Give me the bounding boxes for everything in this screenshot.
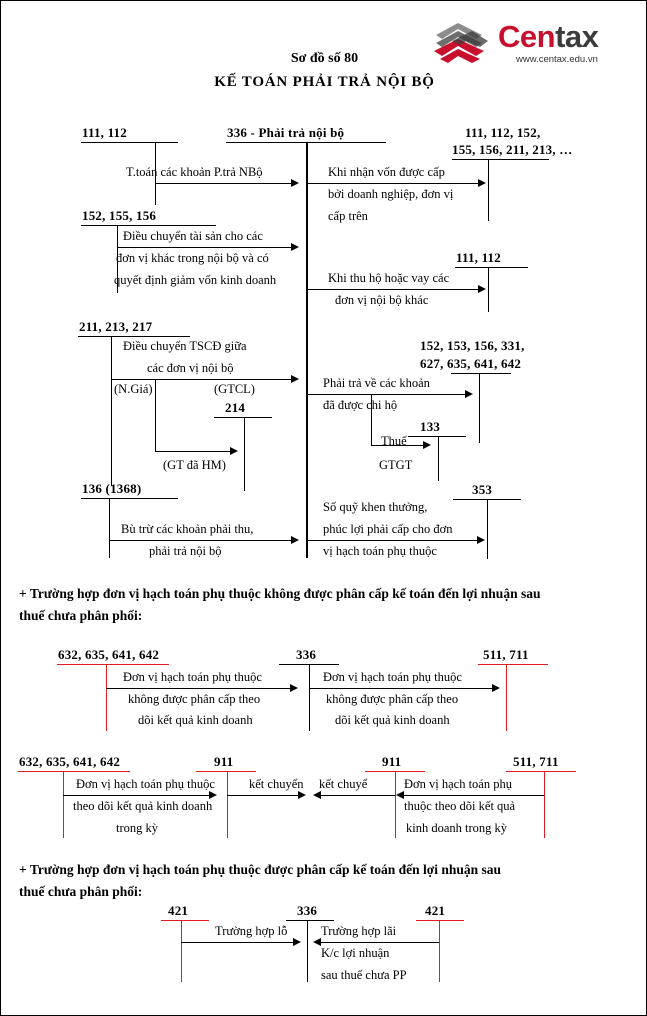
flow-arrow-head-8 xyxy=(423,441,431,449)
flow-label-khi-nhan-von-3: cấp trên xyxy=(328,209,368,223)
account-214: 214 xyxy=(225,400,246,415)
account-rule-421-left xyxy=(161,920,209,921)
diagram-main-title: KẾ TOÁN PHẢI TRẢ NỘI BỘ xyxy=(214,74,435,90)
account-rule-152-155-156 xyxy=(81,225,216,226)
account-stem-214-feeder xyxy=(155,379,156,452)
flow-label-so-quy-2: phúc lợi phải cấp cho đơn xyxy=(323,522,453,536)
flow-label-kc-loi-nhuan: K/c lợi nhuận xyxy=(321,946,390,960)
account-rule-632-row2 xyxy=(18,771,130,772)
account-stem-336-row1 xyxy=(309,664,310,731)
flow-label-row2-left-3: trong kỳ xyxy=(116,821,159,835)
flow-label-dieu-chuyen-tscd-1: Điều chuyển TSCĐ giữa xyxy=(123,339,247,353)
flow-arrow-head-7 xyxy=(465,390,473,398)
flow-arrow-line-6 xyxy=(155,451,231,452)
flow-label-row1-right-3: dõi kết quả kinh doanh xyxy=(335,713,450,727)
flow-arrow-head-6 xyxy=(230,447,238,455)
account-stem-632-row2 xyxy=(63,771,64,838)
account-632-635-641-642-row1: 632, 635, 641, 642 xyxy=(58,647,160,662)
flow-arrow-line-1 xyxy=(155,183,292,184)
account-353: 353 xyxy=(472,482,493,497)
account-stem-133 xyxy=(438,436,439,481)
flow-arrow-line-2 xyxy=(306,183,479,184)
account-stem-511-row2 xyxy=(544,771,545,838)
account-152-155-156: 152, 155, 156 xyxy=(82,208,157,223)
flow-label-phai-tra-2: đã được chi hộ xyxy=(323,398,398,412)
account-336-title: 336 - Phải trả nội bộ xyxy=(227,125,345,140)
note-2-line-2: thuế chưa phân phối: xyxy=(19,884,143,899)
flow-label-dieu-chuyen-ts-1: Điều chuyển tài sản cho các xyxy=(123,229,263,243)
account-511-711-row2: 511, 711 xyxy=(513,754,559,769)
account-stem-511-row1 xyxy=(506,664,507,731)
flow-label-khi-thu-ho-1: Khi thu hộ hoặc vay các xyxy=(328,271,450,285)
account-421-right: 421 xyxy=(425,903,446,918)
account-152-153-156-331: 152, 153, 156, 331, xyxy=(420,338,525,353)
flow-arrow-line-5 xyxy=(111,379,292,380)
flow-arrow-line-18 xyxy=(316,942,439,943)
flow-arrow-line-17 xyxy=(181,942,294,943)
note-1-line-1: + Trường hợp đơn vị hạch toán phụ thuộc không được phân cấp kế toán đến lợi nhuận sau xyxy=(19,586,541,601)
note-2-line-1: + Trường hợp đơn vị hạch toán phụ thuộc được phân cấp kế toán đến lợi nhuận sau xyxy=(19,862,502,877)
account-336-row1: 336 xyxy=(296,647,317,662)
account-stem-336-bottom xyxy=(307,920,308,982)
account-111-112-right: 111, 112 xyxy=(456,250,501,265)
account-stem-421-left xyxy=(181,920,182,982)
flow-label-row1-left-1: Đơn vị hạch toán phụ thuộc xyxy=(123,670,262,684)
account-stem-911-left xyxy=(227,771,228,838)
flow-arrow-line-7 xyxy=(306,394,466,395)
account-stem-111-112-right xyxy=(488,267,489,312)
account-rule-511-row2 xyxy=(506,771,576,772)
flow-arrow-head-5 xyxy=(291,375,299,383)
flow-label-sau-thue: sau thuế chưa PP xyxy=(321,968,407,982)
flow-label-row2-right-3: kinh doanh trong kỳ xyxy=(406,821,508,835)
account-632-635-641-642-row2: 632, 635, 641, 642 xyxy=(19,754,121,769)
flow-label-truong-hop-lo: Trường hợp lỗ xyxy=(215,924,288,938)
account-336-bottom: 336 xyxy=(297,903,318,918)
flow-arrow-head-17 xyxy=(293,938,301,946)
account-stem-421-right xyxy=(439,920,440,982)
account-rule-336-bottom xyxy=(286,920,334,921)
flow-label-row2-right-2: thuộc theo dõi kết quả xyxy=(404,799,516,813)
flow-arrow-line-14 xyxy=(227,795,299,796)
flow-arrow-line-3 xyxy=(117,247,292,248)
account-stem-136-1368 xyxy=(109,498,110,558)
account-stem-133-feeder xyxy=(371,394,372,446)
account-stem-top-right xyxy=(488,159,489,221)
flow-label-ket-chuyen-right: kết chuyể xyxy=(319,777,368,791)
flow-label-so-quy-3: vị hạch toán phụ thuộc xyxy=(323,544,437,558)
brand-url: www.centax.edu.vn xyxy=(516,54,598,65)
flow-arrow-head-12 xyxy=(492,684,500,692)
account-rule-136-1368 xyxy=(81,498,178,499)
flow-arrow-head-13 xyxy=(209,791,217,799)
flow-label-truong-hop-lai: Trường hợp lãi xyxy=(321,924,397,938)
flow-label-row1-right-1: Đơn vị hạch toán phụ thuộc xyxy=(323,670,462,684)
note-1-line-2: thuế chưa phân phối: xyxy=(19,608,143,623)
flow-label-gtcl: (GTCL) xyxy=(214,382,255,396)
flow-arrow-head-2 xyxy=(478,179,486,187)
flow-label-bu-tru-1: Bù trừ các khoản phải thu, xyxy=(121,522,254,536)
flow-arrow-line-4 xyxy=(306,289,479,290)
account-211-213-217: 211, 213, 217 xyxy=(79,319,153,334)
account-421-left: 421 xyxy=(168,903,189,918)
diagram-number-title: Sơ đồ số 80 xyxy=(290,51,359,66)
brand-name-part1: Cen xyxy=(498,19,556,54)
flow-label-thue: Thuế xyxy=(381,434,407,448)
flow-arrow-head-14 xyxy=(298,791,306,799)
flow-label-row2-left-2: theo dõi kết quả kinh doanh xyxy=(73,799,213,813)
flow-label-khi-thu-ho-2: đơn vị nội bộ khác xyxy=(335,293,429,307)
flow-label-bu-tru-2: phải trả nội bộ xyxy=(149,544,222,558)
account-rule-111-112-right xyxy=(455,267,528,268)
account-rule-152-153-156-331 xyxy=(451,373,511,374)
account-911-right: 911 xyxy=(382,754,402,769)
flow-label-row1-left-3: dõi kết quả kinh doanh xyxy=(138,713,253,727)
flow-label-khi-nhan-von-2: bởi doanh nghiệp, đơn vị xyxy=(328,187,454,201)
account-rule-133 xyxy=(408,436,466,437)
flow-label-dieu-chuyen-ts-2: đơn vị khác trong nội bộ và có xyxy=(116,251,269,265)
flow-arrow-line-13 xyxy=(63,795,210,796)
account-stem-632-row1 xyxy=(106,664,107,731)
account-stem-214 xyxy=(244,417,245,491)
account-627-635-641-642: 627, 635, 641, 642 xyxy=(420,356,522,371)
flow-arrow-line-15 xyxy=(316,795,395,796)
flow-label-row2-left-1: Đơn vị hạch toán phụ thuộc xyxy=(76,777,215,791)
flow-arrow-line-12 xyxy=(309,688,493,689)
flow-label-row1-right-2: không được phân cấp theo xyxy=(326,692,459,706)
flow-label-row2-right-1: Đơn vị hạch toán phụ xyxy=(404,777,512,791)
brand-wordmark xyxy=(498,19,598,55)
account-rule-111-112 xyxy=(81,142,178,143)
account-rule-911-left xyxy=(196,771,256,772)
flow-arrow-head-4 xyxy=(478,285,486,293)
account-155-156-211: 155, 156, 211, 213, … xyxy=(452,142,573,157)
account-rule-632-row1 xyxy=(57,664,169,665)
account-111-112: 111, 112 xyxy=(82,125,127,140)
flow-arrow-line-10 xyxy=(306,540,478,541)
flow-arrow-head-16 xyxy=(396,791,404,799)
flow-label-ttoan: T.toán các khoản P.trả NBộ xyxy=(126,165,263,179)
flow-label-ngia: (N.Giá) xyxy=(114,382,153,396)
flow-label-gt-da-hm: (GT đã HM) xyxy=(163,458,226,472)
account-rule-214 xyxy=(214,417,272,418)
brand-name-part2: tax xyxy=(555,19,599,54)
account-rule-421-right xyxy=(416,920,464,921)
account-stem-152-153-156-331 xyxy=(479,373,480,443)
flow-arrow-head-1 xyxy=(291,179,299,187)
account-111-112-152: 111, 112, 152, xyxy=(465,125,541,140)
flow-label-ket-chuyen-left: kết chuyển xyxy=(249,777,304,791)
flow-label-gtgt: GTGT xyxy=(379,458,413,472)
flow-label-khi-nhan-von-1: Khi nhận vốn được cấp xyxy=(328,165,445,179)
flow-label-dieu-chuyen-tscd-2: các đơn vị nội bộ xyxy=(147,361,234,375)
flow-arrow-line-9 xyxy=(109,540,292,541)
account-133: 133 xyxy=(420,419,441,434)
account-stem-211-213-217 xyxy=(111,336,112,486)
flow-arrow-head-3 xyxy=(291,243,299,251)
flow-arrow-line-11 xyxy=(106,688,291,689)
flow-arrow-head-15 xyxy=(313,791,321,799)
account-136-1368: 136 (1368) xyxy=(82,481,142,496)
flow-arrow-head-9 xyxy=(291,536,299,544)
flow-label-phai-tra-1: Phải trả về các khoản xyxy=(323,376,430,390)
flow-label-row1-left-2: không được phân cấp theo xyxy=(128,692,261,706)
flow-arrow-line-16 xyxy=(399,795,544,796)
account-stem-911-right xyxy=(395,771,396,838)
account-stem-336 xyxy=(306,142,308,558)
account-rule-211-213-217 xyxy=(78,336,190,337)
account-511-711-row1: 511, 711 xyxy=(483,647,529,662)
flow-label-so-quy-1: Số quỹ khen thưởng, xyxy=(323,500,428,514)
account-rule-511-row1 xyxy=(478,664,548,665)
account-rule-top-right xyxy=(452,159,549,160)
flow-arrow-head-11 xyxy=(290,684,298,692)
flow-label-dieu-chuyen-ts-3: quyết định giảm vốn kinh doanh xyxy=(114,273,277,287)
flow-arrow-head-10 xyxy=(477,536,485,544)
account-stem-353 xyxy=(487,499,488,559)
flow-arrow-head-18 xyxy=(313,938,321,946)
account-911-left: 911 xyxy=(214,754,234,769)
